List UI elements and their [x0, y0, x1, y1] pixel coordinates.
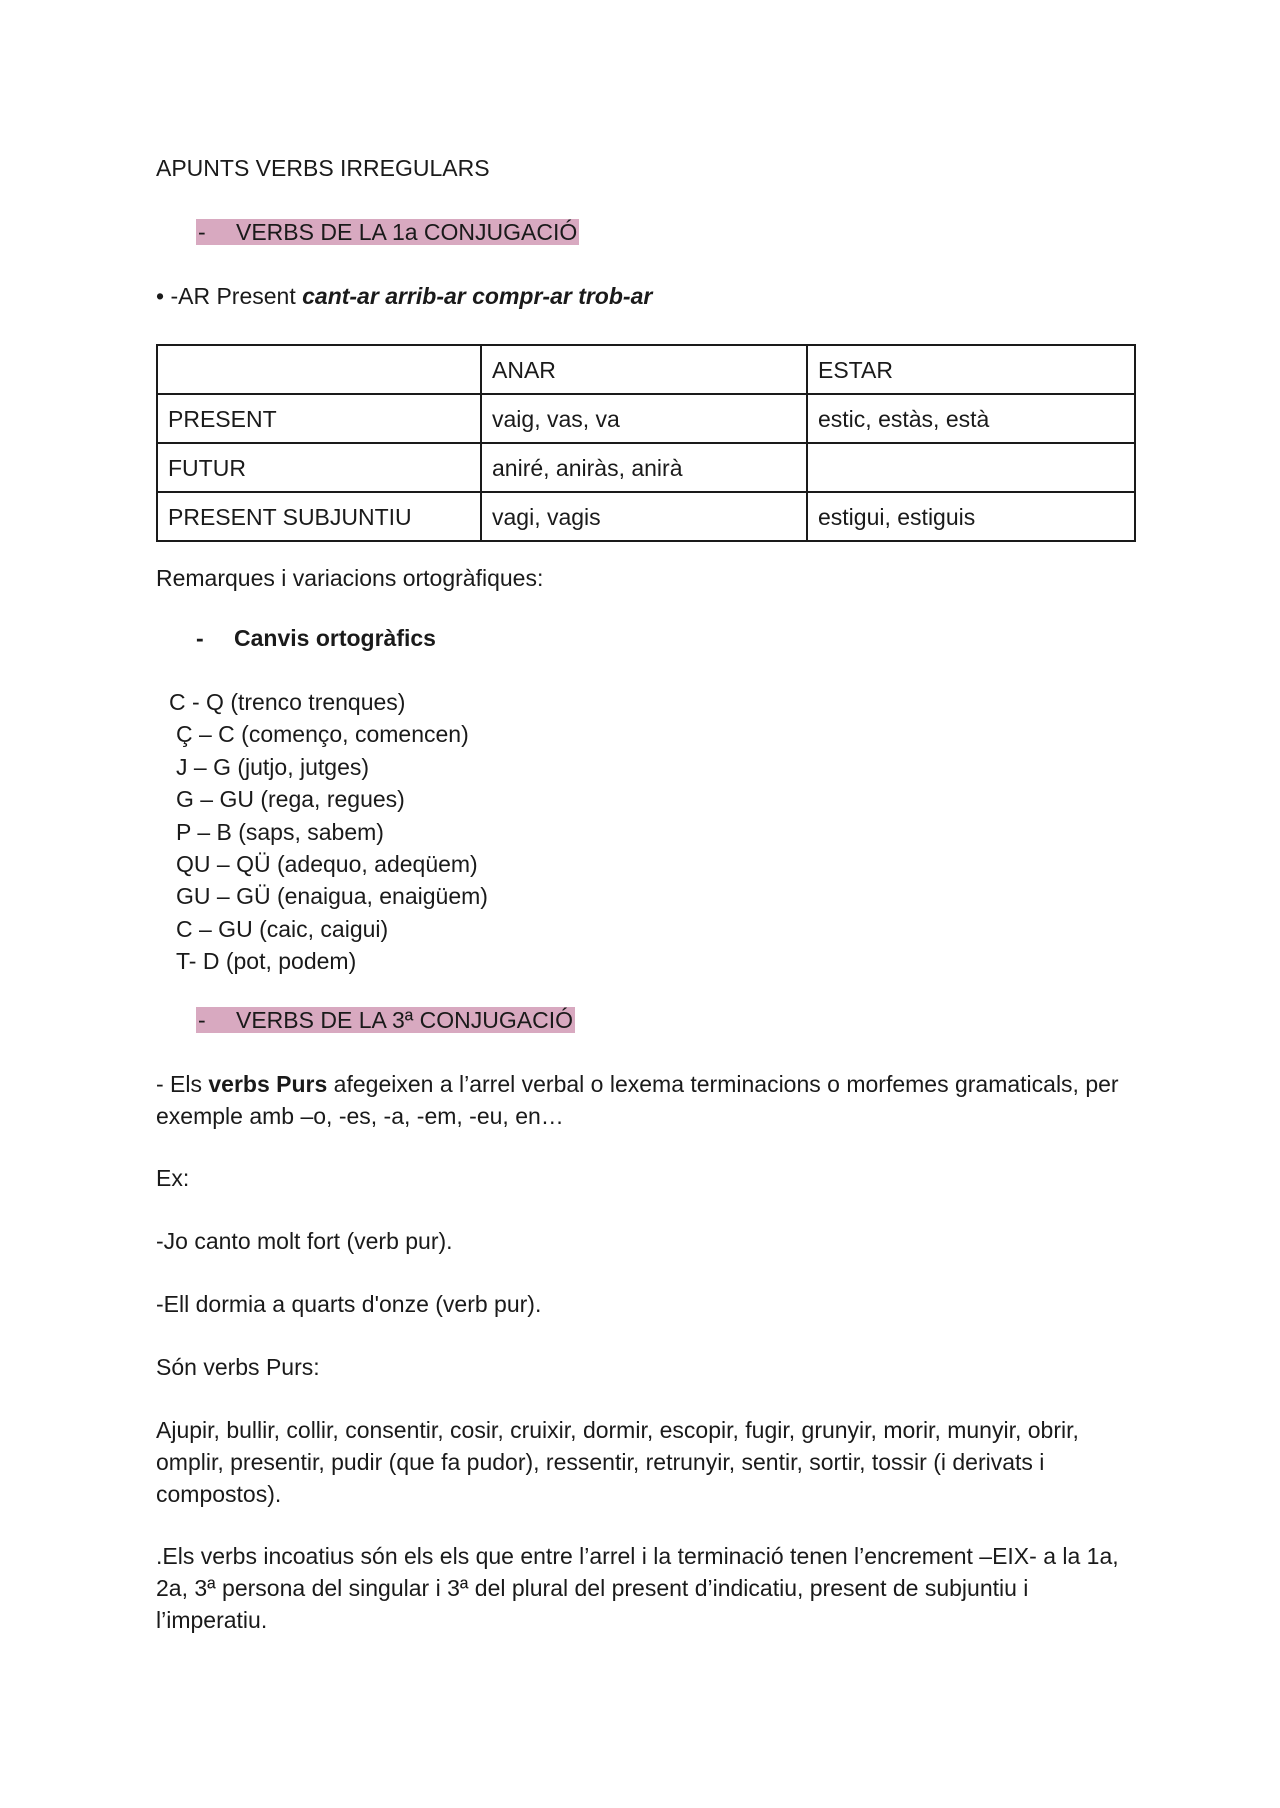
- document-title: APUNTS VERBS IRREGULARS: [156, 155, 490, 181]
- remarks-label: Remarques i variacions ortogràfiques:: [156, 565, 544, 591]
- verbs-purs-paragraph: [156, 1068, 1136, 1132]
- example-2: -Ell dormia a quarts d'onze (verb pur).: [156, 1291, 542, 1317]
- ar-present-line: [156, 280, 652, 312]
- table-row-label: FUTUR: [157, 443, 481, 492]
- list-item: C - Q (trenco trenques): [169, 689, 406, 715]
- subheading-dash: -: [196, 625, 204, 651]
- table-cell: estigui, estiguis: [807, 492, 1135, 541]
- intro-prefix: • -AR Present: [156, 283, 303, 309]
- table-cell: estic, estàs, està: [807, 394, 1135, 443]
- list-item: J – G (jutjo, jutges): [176, 753, 370, 780]
- table-row: [157, 443, 1135, 492]
- subheading-text: Canvis ortogràfics: [234, 625, 436, 651]
- table-cell: aniré, aniràs, anirà: [481, 443, 807, 492]
- irregular-verbs-table: [156, 344, 1136, 542]
- heading-text: VERBS DE LA 1a CONJUGACIÓ: [236, 219, 578, 245]
- list-item: QU – QÜ (adequo, adeqüem): [176, 850, 478, 877]
- intro-examples: cant-ar arrib-ar compr-ar trob-ar: [302, 283, 653, 309]
- heading-dash: -: [198, 219, 206, 245]
- heading-text: VERBS DE LA 3ª CONJUGACIÓ: [236, 1007, 573, 1033]
- purs-lead: - Els: [156, 1071, 209, 1097]
- list-item: T- D (pot, podem): [176, 948, 357, 975]
- list-item: Ç – C (començo, comencen): [176, 721, 469, 748]
- section-heading-1a-conjugacio: [196, 216, 579, 248]
- list-item: C – GU (caic, caigui): [176, 915, 389, 942]
- verbs-incoatius-paragraph: .Els verbs incoatius són els els que entre l’arrel i la terminació tenen l’encrement –EIX- a la 1a, 2a, 3ª persona del singular i 3ª del plural del present d’indicatiu, present de subjuntiu i l’imperatiu.: [156, 1543, 1119, 1633]
- heading-dash: -: [198, 1007, 206, 1033]
- table-row-label: PRESENT: [157, 394, 481, 443]
- list-item: G – GU (rega, regues): [176, 786, 405, 813]
- verbs-purs-list: Ajupir, bullir, collir, consentir, cosir, cruixir, dormir, escopir, fugir, grunyir, morir, munyir, obrir, omplir, presentir, pudir (que fa pudor), ressentir, retrunyir, sentir, sortir, tossir (i derivats i compostos).: [156, 1417, 1079, 1507]
- table-header-anar: ANAR: [481, 345, 807, 394]
- table-cell: [157, 345, 481, 394]
- section-heading-3a-conjugacio: [196, 1004, 575, 1036]
- list-item: P – B (saps, sabem): [176, 818, 384, 845]
- table-header-row: [157, 345, 1135, 394]
- spelling-changes-list: [170, 686, 488, 978]
- table-cell: vaig, vas, va: [481, 394, 807, 443]
- table-cell: vagi, vagis: [481, 492, 807, 541]
- table-row: [157, 394, 1135, 443]
- table-cell: [807, 443, 1135, 492]
- purs-bold: verbs Purs: [208, 1071, 328, 1097]
- example-1: -Jo canto molt fort (verb pur).: [156, 1228, 453, 1254]
- purs-rest: afegeixen a l’arrel verbal o lexema terminacions o morfemes gramaticals, per exemple amb –o, -es, -a, -em, -eu, en…: [156, 1071, 1119, 1129]
- ex-label: Ex:: [156, 1165, 190, 1191]
- son-verbs-purs-label: Són verbs Purs:: [156, 1354, 320, 1380]
- subheading-canvis-ortografics: [196, 622, 436, 654]
- list-item: GU – GÜ (enaigua, enaigüem): [176, 883, 488, 910]
- table-row-label: PRESENT SUBJUNTIU: [157, 492, 481, 541]
- table-row: [157, 492, 1135, 541]
- table-header-estar: ESTAR: [807, 345, 1135, 394]
